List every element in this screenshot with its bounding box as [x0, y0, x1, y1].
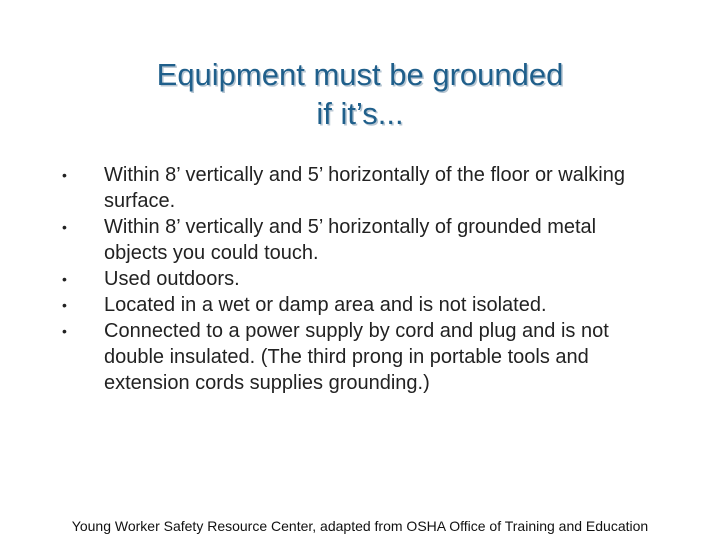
- bullet-dot-icon: •: [62, 219, 67, 235]
- bullet-item-2: [0, 214, 664, 266]
- bullet-text-2: Within 8’ vertically and 5’ horizontally of grounded metal objects you could touch.: [104, 216, 597, 264]
- bullet-item-3: [0, 266, 664, 292]
- bullet-dot-icon: •: [62, 297, 67, 313]
- bullet-list: [0, 162, 720, 396]
- footer-credit: Young Worker Safety Resource Center, adapted from OSHA Office of Training and Education: [71, 518, 649, 534]
- bullet-item-4: [0, 292, 664, 318]
- bullet-item-5: [0, 318, 664, 396]
- slide-title-line-1: Equipment must be grounded: [156, 57, 564, 92]
- bullet-text-4: Located in a wet or damp area and is not isolated.: [104, 294, 547, 316]
- slide-title: [0, 55, 720, 133]
- slide-title-line-2: if it’s...: [316, 96, 404, 131]
- bullet-text-3: Used outdoors.: [104, 268, 240, 290]
- bullet-dot-icon: •: [62, 271, 67, 287]
- bullet-text-1: Within 8’ vertically and 5’ horizontally of the floor or walking surface.: [104, 164, 625, 212]
- bullet-item-1: [0, 162, 664, 214]
- bullet-dot-icon: •: [62, 323, 67, 339]
- bullet-dot-icon: •: [62, 167, 67, 183]
- bullet-text-5: Connected to a power supply by cord and plug and is not double insulated. (The third prong in portable tools and extension cords supplies grounding.): [104, 320, 609, 394]
